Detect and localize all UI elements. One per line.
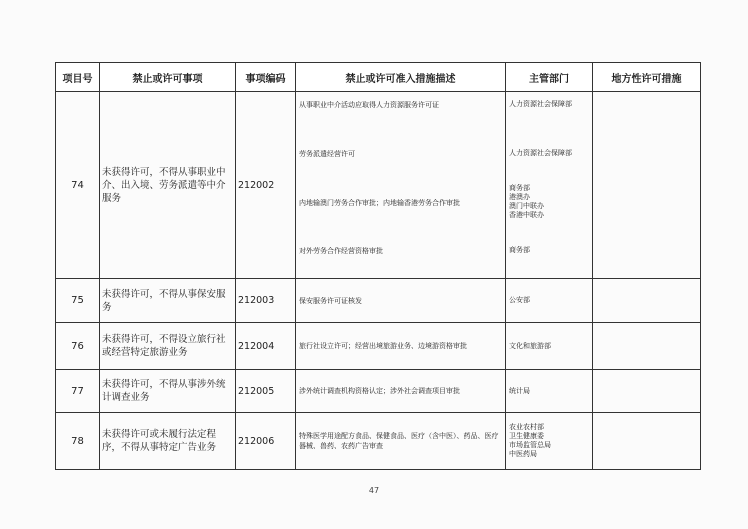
permit-table	[55, 62, 701, 470]
row-desc: 涉外统计调查机构资格认定；涉外社会调查项目审批	[296, 370, 506, 413]
row-code: 212002	[236, 92, 296, 279]
row-number: 76	[56, 323, 100, 370]
table-row	[56, 323, 701, 370]
header-desc: 禁止或许可准入措施描述	[296, 63, 506, 92]
header-row	[56, 63, 701, 92]
table-row	[56, 413, 701, 470]
dept-line: 澳门中联办	[509, 202, 544, 210]
header-no: 项目号	[56, 63, 100, 92]
header-local: 地方性许可措施	[593, 63, 701, 92]
row-item: 未获得许可或未履行法定程序，不得从事特定广告业务	[100, 413, 236, 470]
row-desc: 特殊医学用途配方食品、保健食品、医疗（含中医）、药品、医疗器械、兽药、农药广告审查	[296, 413, 506, 470]
row-local	[593, 323, 701, 370]
dept-line: 农业农村部	[509, 423, 544, 431]
row-dept: 统计局	[506, 370, 593, 413]
dept-line: 市场监管总局	[509, 441, 551, 449]
row-code: 212006	[236, 413, 296, 470]
dept-line: 人力资源社会保障部	[509, 100, 572, 108]
row-code: 212004	[236, 323, 296, 370]
row-item: 未获得许可，不得从事职业中介、出入境、劳务派遣等中介服务	[100, 92, 236, 279]
table-row	[56, 370, 701, 413]
row-dept	[506, 92, 593, 279]
dept-line: 人力资源社会保障部	[509, 149, 572, 157]
row-local	[593, 370, 701, 413]
desc-line: 对外劳务合作经营资格审批	[299, 247, 383, 255]
row-item: 未获得许可，不得设立旅行社或经营特定旅游业务	[100, 323, 236, 370]
header-code: 事项编码	[236, 63, 296, 92]
table-row	[56, 92, 701, 279]
row-dept: 文化和旅游部	[506, 323, 593, 370]
row-item: 未获得许可，不得从事保安服务	[100, 279, 236, 323]
row-dept	[506, 413, 593, 470]
row-local	[593, 413, 701, 470]
desc-line: 内地输澳门劳务合作审批；内地输香港劳务合作审批	[299, 199, 460, 207]
desc-line: 从事职业中介活动应取得人力资源服务许可证	[299, 101, 439, 109]
dept-line: 中医药局	[509, 450, 537, 458]
table-row	[56, 279, 701, 323]
dept-line: 卫生健康委	[509, 432, 544, 440]
header-item: 禁止或许可事项	[100, 63, 236, 92]
row-local	[593, 92, 701, 279]
dept-line: 商务部	[509, 184, 530, 192]
row-number: 78	[56, 413, 100, 470]
dept-line: 香港中联办	[509, 211, 544, 219]
row-dept: 公安部	[506, 279, 593, 323]
row-number: 77	[56, 370, 100, 413]
row-number: 75	[56, 279, 100, 323]
page-number: 47	[368, 486, 380, 495]
desc-line: 劳务派遣经营许可	[299, 150, 355, 158]
dept-line: 港澳办	[509, 193, 530, 201]
dept-line: 商务部	[509, 246, 530, 254]
row-desc	[296, 92, 506, 279]
row-code: 212003	[236, 279, 296, 323]
row-local	[593, 279, 701, 323]
row-item: 未获得许可，不得从事涉外统计调查业务	[100, 370, 236, 413]
row-number: 74	[56, 92, 100, 279]
row-code: 212005	[236, 370, 296, 413]
header-dept: 主管部门	[506, 63, 593, 92]
row-desc: 旅行社设立许可；经营出境旅游业务、边境游资格审批	[296, 323, 506, 370]
row-desc: 保安服务许可证核发	[296, 279, 506, 323]
